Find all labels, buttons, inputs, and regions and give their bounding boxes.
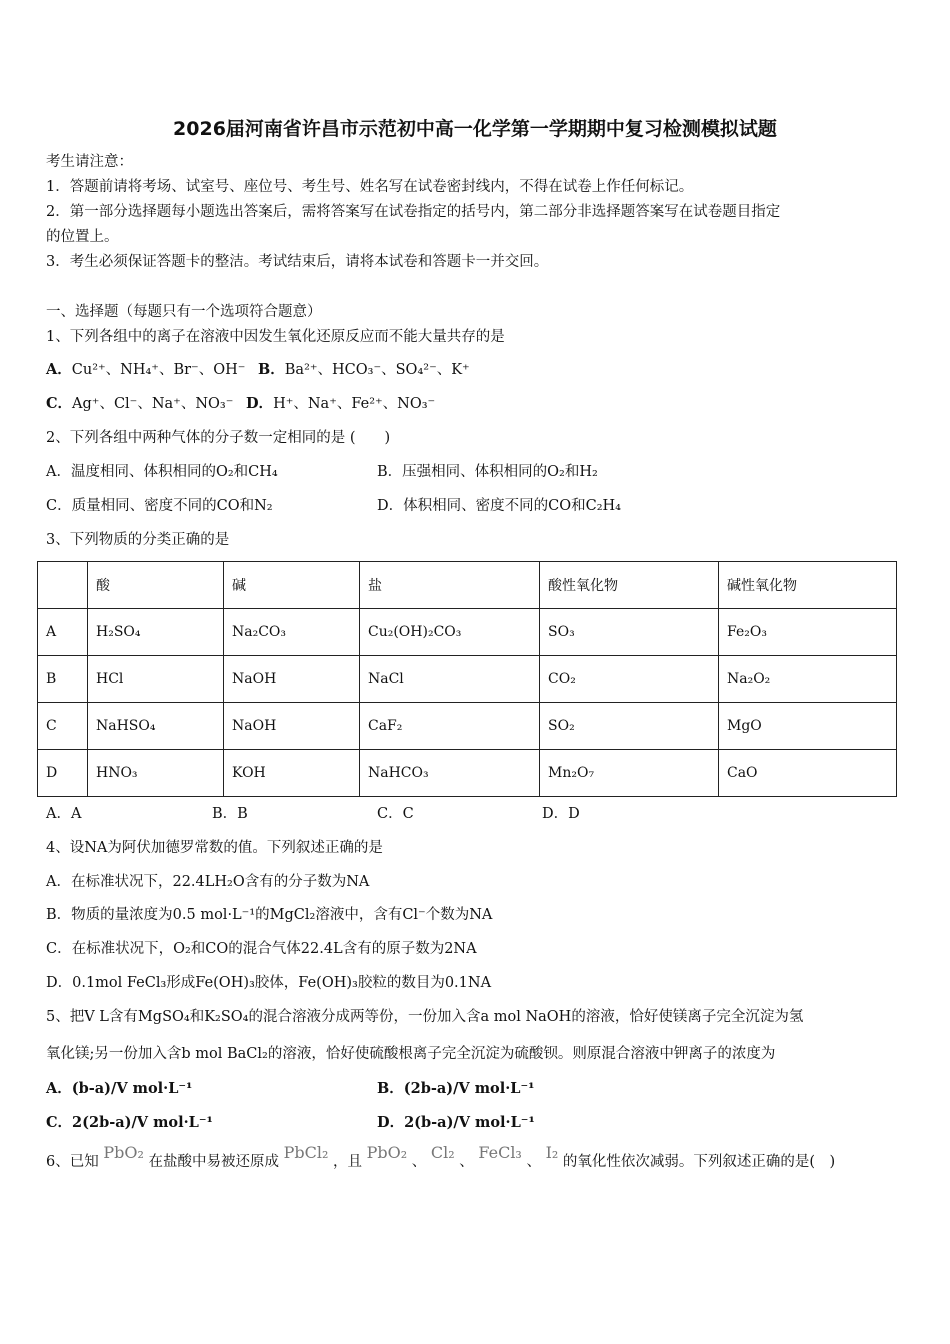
q5-option-b: B．(2b-a)/V mol·L⁻¹ [377, 1080, 535, 1097]
table-cell: A [38, 609, 88, 656]
table-cell: NaOH [224, 656, 360, 703]
q3-option-a: A．A [46, 806, 82, 822]
q5-option-c: C．2(2b-a)/V mol·L⁻¹ [46, 1114, 213, 1131]
q5-option-a: A．(b-a)/V mol·L⁻¹ [46, 1080, 193, 1097]
table-cell: C [38, 703, 88, 750]
q2-option-c: C．质量相同、密度不同的CO和N₂ [46, 498, 273, 514]
table-cell: NaCl [360, 656, 540, 703]
q4-option-b: B．物质的量浓度为0.5 mol·L⁻¹的MgCl₂溶液中，含有Cl⁻个数为NA [46, 907, 493, 923]
q5-stem-line-2: 氧化镁;另一份加入含b mol BaCl₂的溶液，恰好使硫酸根离子完全沉淀为硫酸钡。则原混合溶液中钾离子的浓度为 [46, 1046, 776, 1062]
classification-table [37, 561, 897, 797]
q1-options-ab [46, 361, 470, 379]
table-cell: D [38, 750, 88, 797]
q1-d-text: H⁺、Na⁺、Fe²⁺、NO₃⁻ [273, 396, 436, 412]
q2-option-d: D．体积相同、密度不同的CO和C₂H₄ [377, 498, 621, 514]
q4-option-a: A．在标准状况下，22.4LH₂O含有的分子数为NA [46, 874, 370, 890]
q3-option-b: B．B [212, 806, 248, 822]
q6-formula: FeCl₃ [478, 1143, 522, 1162]
table-header-cell: 碱性氧化物 [719, 562, 897, 609]
q1-c-label: C． [46, 395, 73, 412]
q1-d-label: D． [245, 395, 274, 412]
q6-text: 在盐酸中易被还原成 [148, 1154, 279, 1170]
table-header-cell [38, 562, 88, 609]
table-cell: B [38, 656, 88, 703]
notice-item-2: 2．第一部分选择题每小题选出答案后，需将答案写在试卷指定的括号内，第二部分非选择题答案写在试卷题目指定 [46, 204, 781, 220]
q1-a-text: Cu²⁺、NH₄⁺、Br⁻、OH⁻ [71, 362, 246, 378]
section-heading: 一、选择题（每题只有一个选项符合题意） [46, 304, 322, 320]
q3-option-d: D．D [542, 806, 580, 822]
table-cell: Na₂O₂ [719, 656, 897, 703]
notice-heading: 考生请注意： [46, 154, 133, 170]
notice-item-3: 3．考生必须保证答题卡的整洁。考试结束后，请将本试卷和答题卡一并交回。 [46, 254, 549, 270]
q1-options-cd [46, 395, 435, 413]
table-cell: CaF₂ [360, 703, 540, 750]
q6-text: 、 [459, 1154, 474, 1170]
table-cell: NaHSO₄ [88, 703, 224, 750]
q5-option-d: D．2(b-a)/V mol·L⁻¹ [377, 1114, 535, 1131]
q6-stem [46, 1143, 836, 1171]
table-cell: CO₂ [540, 656, 719, 703]
q5-stem-line-1: 5、把V L含有MgSO₄和K₂SO₄的混合溶液分成两等份，一份加入含a mol NaOH的溶液，恰好使镁离子完全沉淀为氢 [46, 1009, 804, 1025]
q3-option-c: C．C [377, 806, 414, 822]
table-cell: HCl [88, 656, 224, 703]
table-header-cell: 碱 [224, 562, 360, 609]
q2-option-b: B．压强相同、体积相同的O₂和H₂ [377, 464, 598, 480]
table-row [38, 750, 897, 797]
q6-text: 、 [526, 1154, 541, 1170]
q2-stem: 2、下列各组中两种气体的分子数一定相同的是 ( ) [46, 430, 391, 446]
table-cell: Na₂CO₃ [224, 609, 360, 656]
page-title: 2026届河南省许昌市示范初中高一化学第一学期期中复习检测模拟试题 [173, 118, 777, 140]
q6-formula: I₂ [545, 1143, 559, 1162]
q4-option-d: D．0.1mol FeCl₃形成Fe(OH)₃胶体，Fe(OH)₃胶粒的数目为0.1NA [46, 975, 492, 991]
table-header-row [38, 562, 897, 609]
table-row [38, 656, 897, 703]
q1-b-label: B． [258, 361, 285, 378]
q6-text: 的氧化性依次减弱。下列叙述正确的是( ) [562, 1154, 836, 1170]
q6-formula: PbO₂ [366, 1143, 408, 1162]
q1-b-text: Ba²⁺、HCO₃⁻、SO₄²⁻、K⁺ [284, 362, 470, 378]
q4-stem: 4、设NA为阿伏加德罗常数的值。下列叙述正确的是 [46, 840, 383, 856]
q4-option-c: C．在标准状况下，O₂和CO的混合气体22.4L含有的原子数为2NA [46, 941, 477, 957]
table-cell: NaOH [224, 703, 360, 750]
q6-text: ，且 [333, 1154, 362, 1170]
q6-formula: PbO₂ [103, 1143, 144, 1162]
q6-formula: Cl₂ [430, 1143, 455, 1162]
q1-stem: 1、下列各组中的离子在溶液中因发生氧化还原反应而不能大量共存的是 [46, 329, 505, 345]
q6-text: 、 [411, 1154, 427, 1170]
table-header-cell: 盐 [360, 562, 540, 609]
table-cell: NaHCO₃ [360, 750, 540, 797]
q6-formula: PbCl₂ [283, 1143, 329, 1162]
notice-item-1: 1．答题前请将考场、试室号、座位号、考生号、姓名写在试卷密封线内，不得在试卷上作任何标记。 [46, 179, 694, 195]
table-header-cell: 酸 [88, 562, 224, 609]
table-row [38, 609, 897, 656]
table-header-cell: 酸性氧化物 [540, 562, 719, 609]
q6-text: 6、已知 [46, 1154, 99, 1170]
q1-c-text: Ag⁺、Cl⁻、Na⁺、NO₃⁻ [72, 396, 234, 412]
table-cell: Mn₂O₇ [540, 750, 719, 797]
table-cell: H₂SO₄ [88, 609, 224, 656]
table-cell: Fe₂O₃ [719, 609, 897, 656]
table-cell: MgO [719, 703, 897, 750]
table-cell: HNO₃ [88, 750, 224, 797]
table-cell: CaO [719, 750, 897, 797]
table-cell: Cu₂(OH)₂CO₃ [360, 609, 540, 656]
q3-stem: 3、下列物质的分类正确的是 [46, 532, 230, 548]
table-cell: KOH [224, 750, 360, 797]
q1-a-label: A． [46, 361, 72, 378]
notice-item-2-cont: 的位置上。 [46, 229, 119, 245]
table-row [38, 703, 897, 750]
table-cell: SO₂ [540, 703, 719, 750]
table-cell: SO₃ [540, 609, 719, 656]
q2-option-a: A．温度相同、体积相同的O₂和CH₄ [46, 464, 278, 480]
